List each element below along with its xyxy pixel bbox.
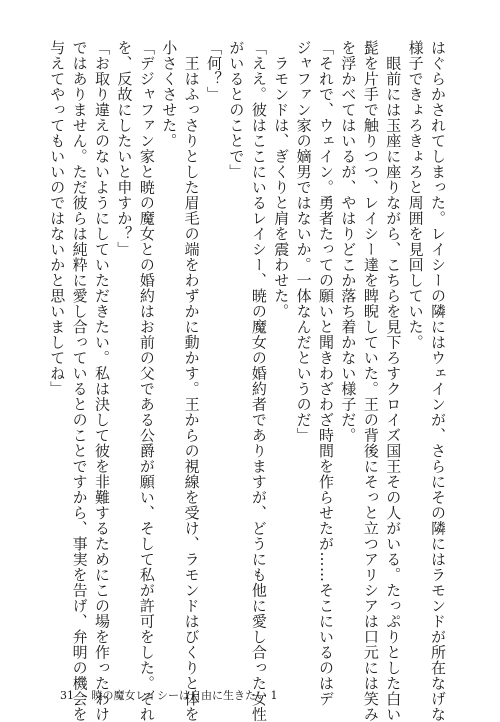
text-column: 「ええ。彼はここにいるレイシー、暁の魔女の婚約者でありますが、どうにも他に愛し合った女性 xyxy=(249,40,268,722)
text-column: 「それで、ウェイン。勇者たっての願いと聞きわざわざ時間を作らせたが……そこにいるのはデ xyxy=(317,40,335,707)
text-column: ではありません。ただ彼らは純粋に愛し合っているとのことですから、事実を告げ、弁明の機会を xyxy=(70,40,89,722)
text-column: を、反故にしたいと申すか？」 xyxy=(115,40,134,257)
text-column: ジャファン家の嫡男ではないか。一体なんだというのだ」 xyxy=(294,40,313,443)
text-column: 様子できょろきょろと周囲を見回していた。 xyxy=(406,40,425,350)
text-column: 「デジャファン家と暁の魔女との婚約はお前の父である公爵が願い、そして私が許可をした。それ xyxy=(137,40,156,722)
book-title: 暁の魔女レイシーは自由に生きたい 1 xyxy=(91,689,278,702)
text-column: 王はふっさりとした眉毛の端をわずかに動かす。王からの視線を受け、ラモンドはびくりと体を xyxy=(182,40,201,722)
footer xyxy=(60,687,277,703)
text-column: 「お取り違えのないようにしていただきたい。私は決して彼を非難するためにこの場を作ったわけ xyxy=(93,40,111,722)
text-column: ラモンドは、ぎくりと肩を震わせた。 xyxy=(272,40,291,319)
text-column: 与えてやってもいいのではないかと思いましてね」 xyxy=(48,40,67,397)
text-column: はぐらかされてしまった。レイシーの隣にはウェインが、さらにその隣にはラモンドが所在なげな xyxy=(429,40,447,722)
text-column: を浮かべてはいるが、やはりどこか落ち着かない様子だ。 xyxy=(339,40,358,443)
text-column: 「何？」 xyxy=(205,40,223,102)
text-column: がいるとのことで」 xyxy=(227,40,246,180)
text-column: 小さくさせた。 xyxy=(160,40,179,149)
text-column: 眼前には玉座に座りながら、こちらを見下ろすクロイズ国王その人がいる。たっぷりとした白い xyxy=(384,40,403,722)
text-column: 髭を片手で触りつつ、レイシー達を睥睨していた。王の背後にそっと立つアリシアは口元には笑み xyxy=(361,40,380,722)
page-number: 31 xyxy=(60,689,74,702)
